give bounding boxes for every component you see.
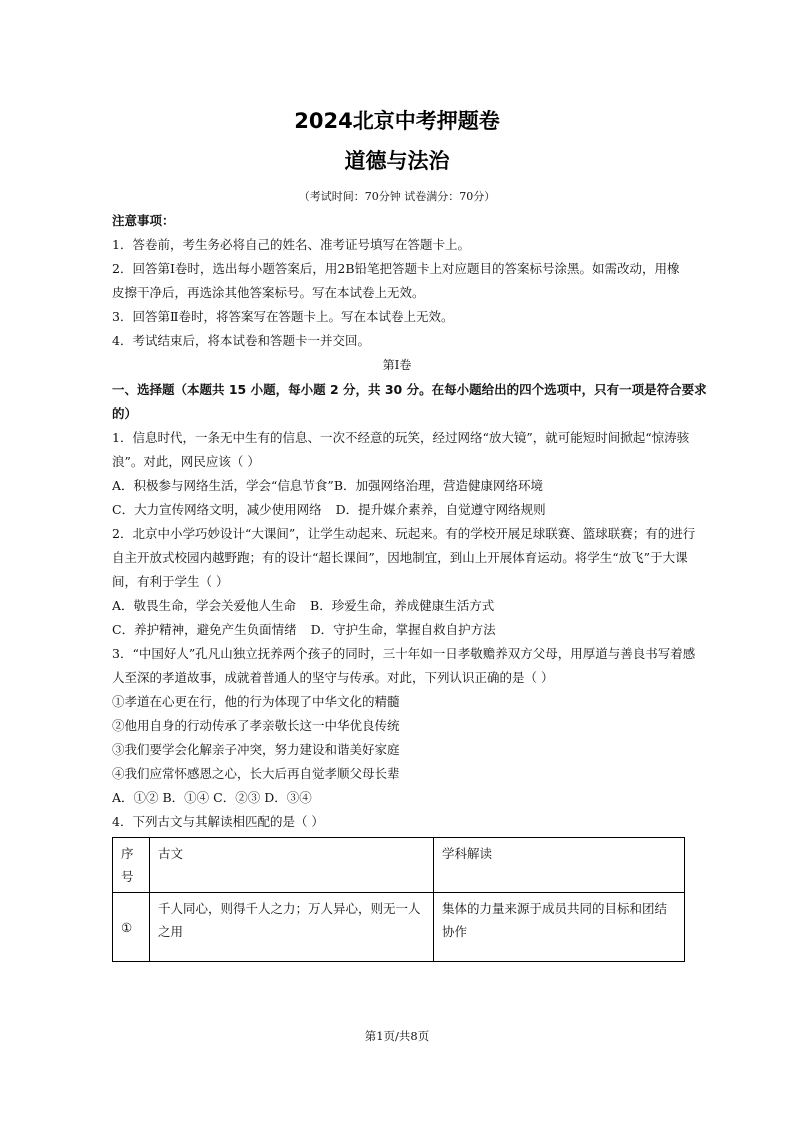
notes-item-2-cont: 皮擦干净后，再选涂其他答案标号。写在本试卷上无效。: [112, 285, 425, 300]
page-footer: 第1页/共8页: [364, 1029, 430, 1043]
notes-heading: 注意事项：: [112, 213, 175, 228]
table-header-row: [113, 838, 685, 893]
q1-option-b: B．加强网络治理，营造健康网络环境: [333, 478, 543, 493]
q3-stem-line2: 人至深的孝道故事，成就着普通人的坚守与传承。对此，下列认识正确的是（ ）: [112, 670, 554, 685]
q3-statement-2: ②他用自身的行动传承了孝亲敬长这一中华优良传统: [112, 718, 400, 733]
volume-label: 第Ⅰ卷: [382, 358, 412, 372]
q3-stem-line1: 3．“中国好人”孔凡山独立抚养两个孩子的同时，三十年如一日孝敬赡养双方父母，用厚道与善良书写着感: [112, 646, 696, 661]
q1-option-a: A．积极参与网络生活，学会“信息节食”: [112, 478, 334, 493]
q1-options-row2: [112, 501, 546, 519]
section-heading-cont: 的）: [112, 406, 138, 421]
q2-option-c: C．养护精神，避免产生负面情绪: [112, 622, 297, 637]
q4-stem: 4．下列古文与其解读相匹配的是（ ）: [112, 814, 324, 829]
exam-title: 2024北京中考押题卷: [294, 109, 500, 133]
q2-option-a: A．敬畏生命，学会关爱他人生命: [112, 598, 297, 613]
subject-title: 道德与法治: [344, 149, 450, 173]
q2-options-row1: [112, 597, 494, 615]
q3-statement-1: ①孝道在心更在行，他的行为体现了中华文化的精髓: [112, 694, 400, 709]
q2-options-row2: [112, 621, 496, 639]
q1-options-row1: [112, 477, 543, 495]
q1-option-d: D．提升媒介素养，自觉遵守网络规则: [335, 502, 546, 517]
section-heading: 一、选择题（本题共 15 小题，每小题 2 分，共 30 分。在每小题给出的四个选项中，只有一项是符合要求: [112, 382, 707, 397]
table-header-cell: 序号: [113, 838, 150, 893]
q2-option-b: B．珍爱生命，养成健康生活方式: [310, 598, 495, 613]
q3-options: A．①② B．①④ C．②③ D．③④: [112, 790, 312, 805]
q2-stem-line1: 2．北京中小学巧妙设计“大课间”，让学生动起来、玩起来。有的学校开展足球联赛、篮球联赛；有的进行: [112, 526, 696, 541]
table-row: [113, 893, 685, 962]
notes-item-4: 4．考试结束后，将本试卷和答题卡一并交回。: [112, 333, 370, 348]
q4-table: [112, 837, 685, 962]
q1-option-c: C．大力宣传网络文明，减少使用网络: [112, 502, 322, 517]
q2-option-d: D．守护生命，掌握自救自护方法: [310, 622, 496, 637]
table-cell: 千人同心，则得千人之力；万人异心，则无一人之用: [150, 893, 434, 962]
notes-item-3: 3．回答第Ⅱ卷时，将答案写在答题卡上。写在本试卷上无效。: [112, 309, 454, 324]
table-header-cell: 古文: [150, 838, 434, 893]
table-header-cell: 学科解读: [434, 838, 685, 893]
table-cell: 集体的力量来源于成员共同的目标和团结协作: [434, 893, 685, 962]
q2-stem-line2: 自主开放式校园内越野跑；有的设计“超长课间”，因地制宜，到山上开展体育运动。将学生“放飞”于大课: [112, 550, 688, 565]
q1-stem-line1: 1．信息时代，一条无中生有的信息、一次不经意的玩笑，经过网络“放大镜”，就可能短时间掀起“惊涛骇: [112, 430, 690, 445]
q1-stem-line2: 浪”。对此，网民应该（ ）: [112, 454, 260, 469]
exam-meta: （考试时间：70分钟 试卷满分：70分）: [298, 190, 496, 203]
q3-statement-3: ③我们要学会化解亲子冲突，努力建设和谐美好家庭: [112, 742, 400, 757]
notes-item-2: 2．回答第Ⅰ卷时，选出每小题答案后，用2B铅笔把答题卡上对应题目的答案标号涂黑。如需改动，用橡: [112, 261, 680, 276]
notes-item-1: 1．答卷前，考生务必将自己的姓名、准考证号填写在答题卡上。: [112, 237, 470, 252]
q2-stem-line3: 间，有利于学生（ ）: [112, 574, 229, 589]
q3-statement-4: ④我们应常怀感恩之心，长大后再自觉孝顺父母长辈: [112, 766, 400, 781]
table-cell: ①: [113, 893, 150, 962]
